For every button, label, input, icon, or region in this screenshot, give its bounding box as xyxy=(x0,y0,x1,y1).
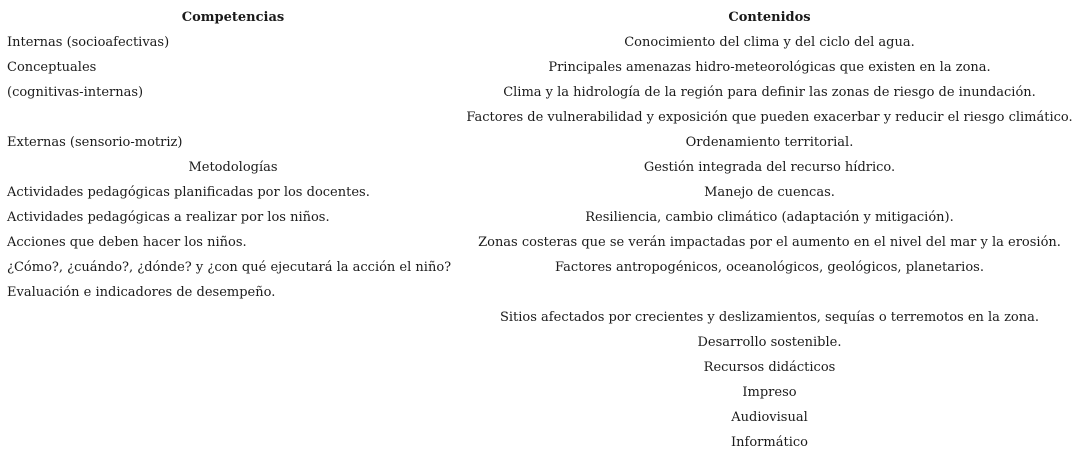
spacer-row xyxy=(7,105,462,130)
contenido-item: Resiliencia, cambio climático (adaptación y mitigación). xyxy=(585,210,954,225)
competencia-externas: Externas (sensorio-motriz) xyxy=(7,135,183,150)
recursos-header: Recursos didácticos xyxy=(703,360,836,375)
contenido-item: Clima y la hidrología de la región para definir las zonas de riesgo de inundación. xyxy=(503,85,1036,100)
right-column xyxy=(462,5,1077,455)
recurso-item: Audiovisual xyxy=(731,410,808,425)
contenido-item: Manejo de cuencas. xyxy=(704,185,835,200)
left-column xyxy=(7,5,462,305)
metodologia-item: Actividades pedagógicas a realizar por los niños. xyxy=(7,210,330,225)
competencia-item: Internas (socioafectivas) xyxy=(7,35,170,50)
contenido-item: Gestión integrada del recurso hídrico. xyxy=(643,160,896,175)
metodologias-header: Metodologías xyxy=(188,160,278,175)
contenido-item: Sitios afectados por crecientes y deslizamientos, sequías o terremotos en la zona. xyxy=(499,310,1039,325)
metodologia-item: Acciones que deben hacer los niños. xyxy=(7,235,247,250)
metodologia-item: Actividades pedagógicas planificadas por los docentes. xyxy=(7,185,370,200)
contenidos-header: Contenidos xyxy=(728,10,811,25)
contenido-item: Conocimiento del clima y del ciclo del agua. xyxy=(624,35,915,50)
competencia-item: (cognitivas-internas) xyxy=(7,85,144,100)
contenido-item: Desarrollo sostenible. xyxy=(697,335,842,350)
contenido-item xyxy=(462,280,1077,305)
metodologia-item: Evaluación e indicadores de desempeño. xyxy=(7,285,276,300)
recurso-item: Impreso xyxy=(742,385,797,400)
metodologia-item: ¿Cómo?, ¿cuándo?, ¿dónde? y ¿con qué ejecutará la acción el niño? xyxy=(7,260,452,275)
contenido-item: Ordenamiento territorial. xyxy=(685,135,854,150)
competencias-header: Competencias xyxy=(181,10,285,25)
contenido-item: Factores antropogénicos, oceanológicos, geológicos, planetarios. xyxy=(555,260,984,275)
content-table xyxy=(0,5,1083,455)
contenido-item: Principales amenazas hidro-meteorológicas que existen en la zona. xyxy=(548,60,991,75)
contenido-item: Zonas costeras que se verán impactadas por el aumento en el nivel del mar y la erosión. xyxy=(478,235,1061,250)
contenido-item: Factores de vulnerabilidad y exposición que pueden exacerbar y reducir el riesgo climático. xyxy=(466,110,1073,125)
competencia-item: Conceptuales xyxy=(7,60,97,75)
recurso-item: Informático xyxy=(731,435,808,450)
